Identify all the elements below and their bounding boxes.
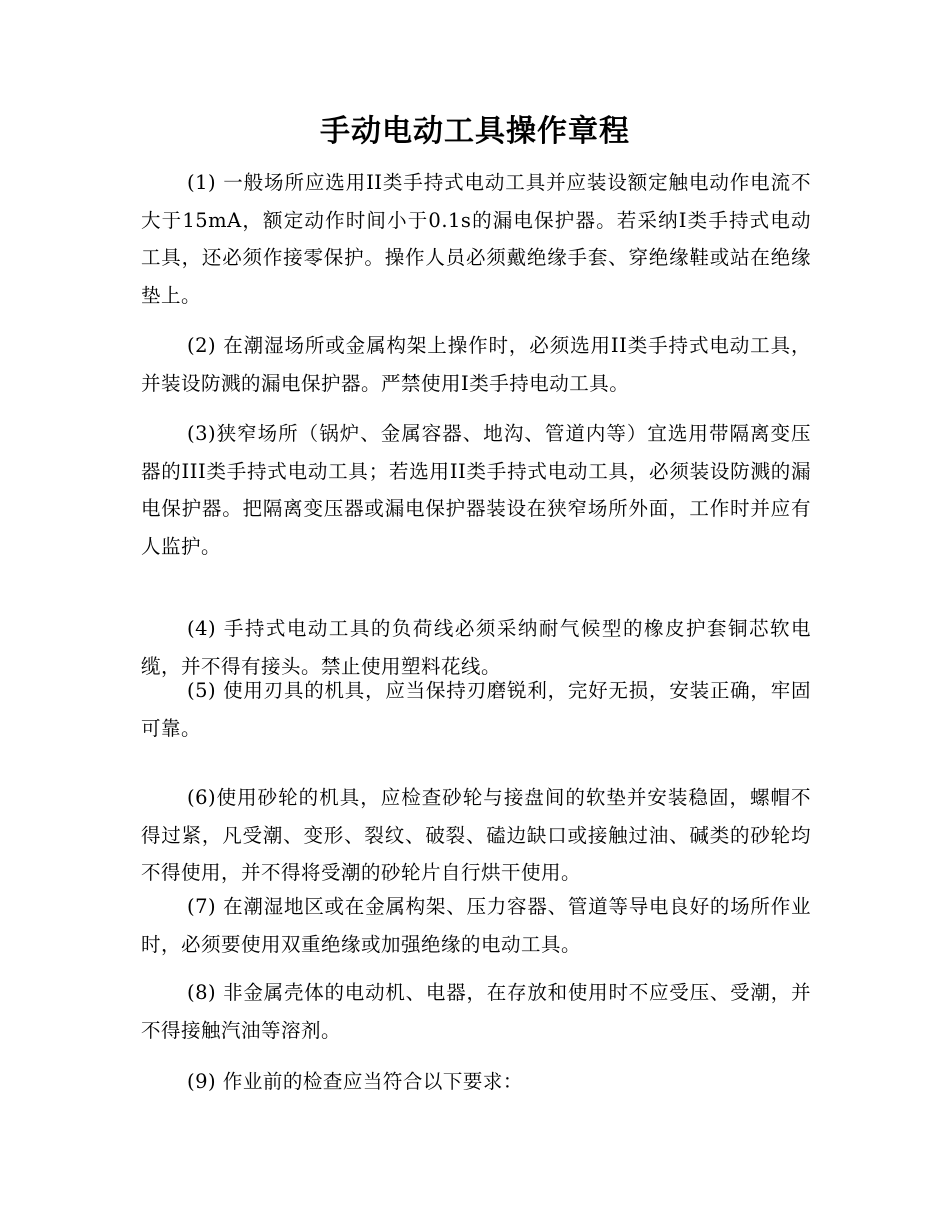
paragraph-5: (5) 使用刃具的机具，应当保持刃磨锐利，完好无损，安装正确，牢固可靠。 (141, 679, 811, 740)
paragraph-8: (8) 非金属壳体的电动机、电器，在存放和使用时不应受压、受潮，并不得接触汽油等溶剂。 (141, 981, 811, 1042)
paragraph-1: (1) 一般场所应选用II类手持式电动工具并应装设额定触电动作电流不大于15mA，额定动作时间小于0.1s的漏电保护器。若采纳I类手持式电动工具，还必须作接零保护。操作人员必须戴绝缘手套、穿绝缘鞋或站在绝缘垫上。 (141, 171, 811, 307)
paragraph-3: (3)狭窄场所（锅炉、金属容器、地沟、管道内等）宜选用带隔离变压器的III类手持式电动工具；若选用II类手持式电动工具，必须装设防溅的漏电保护器。把隔离变压器或漏电保护器装设在狭窄场所外面，工作时并应有人监护。 (141, 422, 811, 558)
paragraph-9: (9) 作业前的检查应当符合以下要求： (187, 1070, 523, 1093)
document-title: 手动电动工具操作章程 (320, 114, 630, 149)
paragraph-6: (6)使用砂轮的机具，应检查砂轮与接盘间的软垫并安装稳固，螺帽不得过紧，凡受潮、变形、裂纹、破裂、磕边缺口或接触过油、碱类的砂轮均不得使用，并不得将受潮的砂轮片自行烘干使用。 (141, 786, 811, 884)
paragraph-2: (2) 在潮湿场所或金属构架上操作时，必须选用II类手持式电动工具，并装设防溅的漏电保护器。严禁使用I类手持电动工具。 (141, 334, 811, 395)
paragraph-4: (4) 手持式电动工具的负荷线必须采纳耐气候型的橡皮护套铜芯软电缆，并不得有接头。禁止使用塑料花线。 (141, 617, 811, 678)
paragraph-7: (7) 在潮湿地区或在金属构架、压力容器、管道等导电良好的场所作业时，必须要使用双重绝缘或加强绝缘的电动工具。 (141, 895, 811, 956)
